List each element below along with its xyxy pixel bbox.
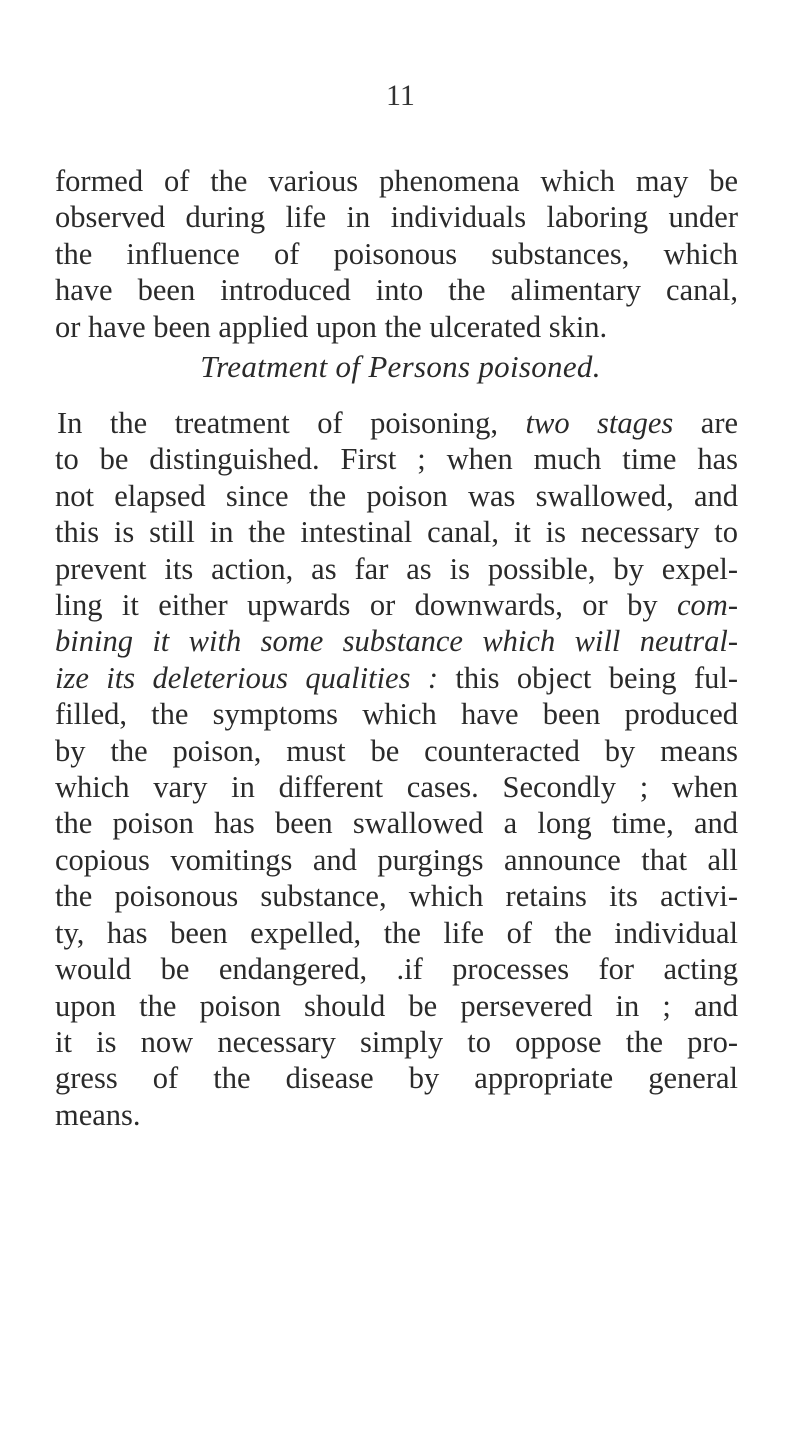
text-line: means. <box>55 1097 141 1132</box>
text-line: formed of the various phenomena which may be <box>55 164 738 198</box>
italic-text: two stages <box>525 406 674 440</box>
italic-text: com- <box>677 588 738 623</box>
text-run: ling it either upwards or downwards, or by <box>55 588 678 623</box>
text-line <box>55 660 738 696</box>
text-run: In the treatment of poisoning, <box>57 406 526 440</box>
text-run: are <box>673 406 739 440</box>
text-line: or have been applied upon the ulcerated skin. <box>55 309 608 344</box>
text-line: the poison has been swallowed a long time, and <box>55 806 738 841</box>
italic-text: bining it with some substance which will neutral- <box>55 624 738 659</box>
text-line: ty, has been expelled, the life of the individual <box>55 915 738 950</box>
text-line: have been introduced into the alimentary canal, <box>55 273 738 308</box>
text-line <box>55 623 738 659</box>
text-line: the poisonous substance, which retains its activi- <box>55 879 738 914</box>
paragraph-intro <box>55 163 738 345</box>
text-line: the influence of poisonous substances, which <box>55 236 738 271</box>
text-line: which vary in different cases. Secondly ; when <box>55 770 738 805</box>
italic-text: ize its deleterious qualities : <box>55 660 439 695</box>
text-line: it is now necessary simply to oppose the pro- <box>55 1024 738 1059</box>
text-line: filled, the symptoms which have been produced <box>55 697 738 732</box>
text-line: gress of the disease by appropriate general <box>55 1061 738 1096</box>
paragraph-treatment <box>55 405 738 1133</box>
text-line: prevent its action, as far as is possible, by expel- <box>55 551 738 586</box>
text-line: would be endangered, .if processes for acting <box>55 952 738 987</box>
text-line <box>55 405 738 441</box>
text-line: observed during life in individuals laboring under <box>55 200 738 235</box>
text-line: to be distinguished. First ; when much time has <box>55 442 738 477</box>
page-number: 11 <box>386 79 415 112</box>
text-line <box>55 587 738 623</box>
section-heading: Treatment of Persons poisoned. <box>200 349 601 384</box>
text-line: this is still in the intestinal canal, it is necessary to <box>55 515 738 550</box>
text-line: upon the poison should be persevered in ; and <box>55 988 738 1023</box>
text-line: not elapsed since the poison was swallowed, and <box>55 478 738 513</box>
text-line: copious vomitings and purgings announce that all <box>55 842 738 877</box>
text-line: by the poison, must be counteracted by means <box>55 733 738 768</box>
text-run: this object being ful- <box>438 660 738 695</box>
